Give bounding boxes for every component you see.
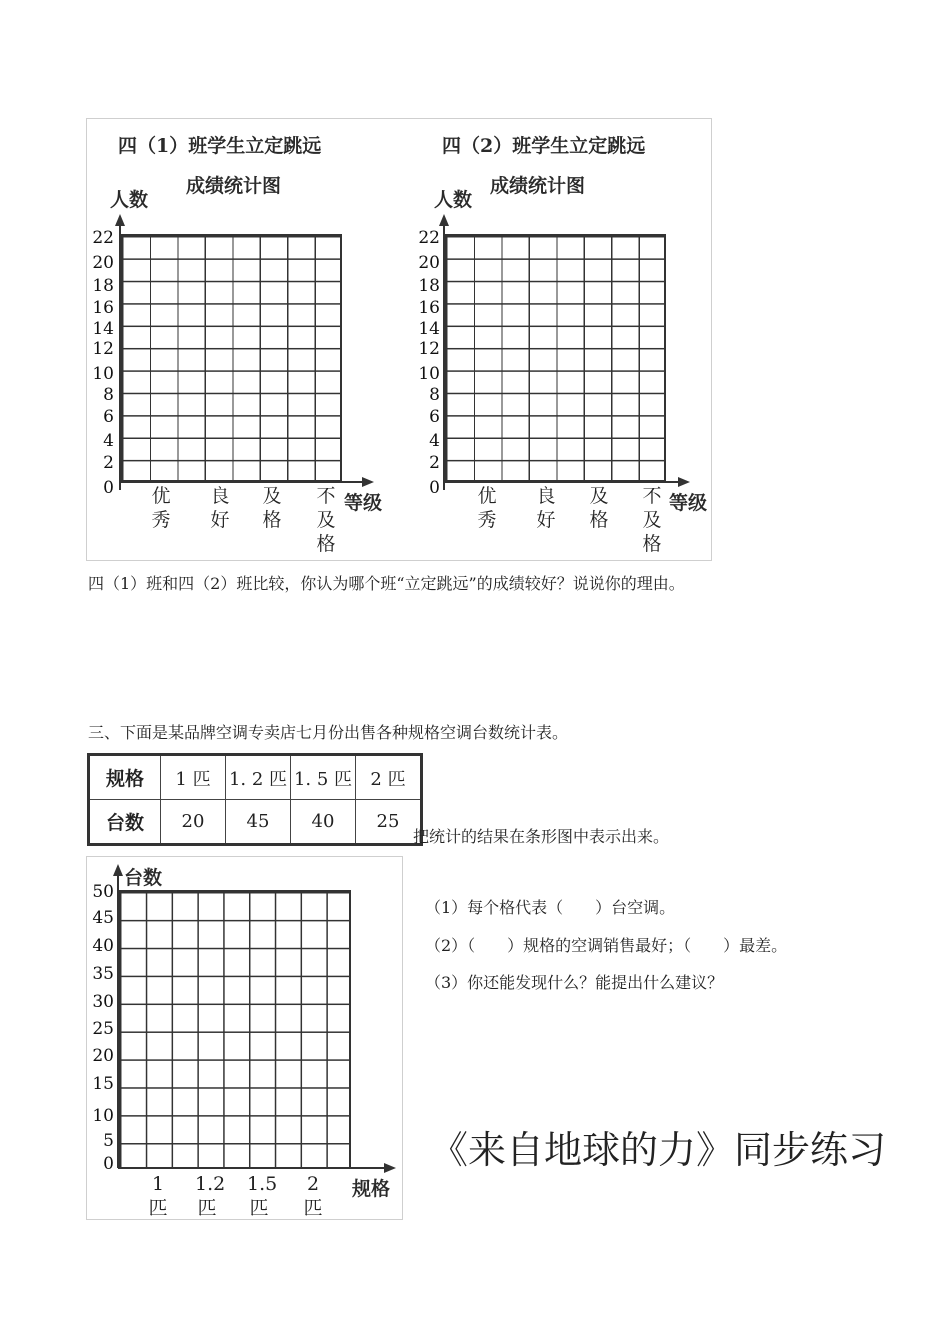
cat-char: 不 bbox=[316, 485, 336, 507]
ac-ytick: 50 bbox=[92, 882, 114, 902]
table-row bbox=[89, 755, 422, 800]
footer-title: 《来自地球的力》同步练习 bbox=[430, 1128, 887, 1172]
cat-top: 2 bbox=[306, 1173, 320, 1195]
ac-ytick: 15 bbox=[92, 1074, 114, 1094]
chart2-ytick: 0 bbox=[429, 478, 440, 498]
cat-bottom: 匹 bbox=[303, 1197, 323, 1219]
chart1-y-axis-label: 人数 bbox=[110, 189, 149, 211]
chart1-ytick: 6 bbox=[103, 407, 114, 427]
chart1-ytick: 20 bbox=[92, 253, 114, 273]
cat-char: 良 bbox=[210, 485, 230, 507]
cat-char: 优 bbox=[151, 485, 171, 507]
ac-sales-table bbox=[87, 753, 423, 846]
chart2-grid bbox=[444, 234, 666, 482]
chart2-y-axis-label: 人数 bbox=[434, 189, 473, 211]
chart2-ytick: 10 bbox=[418, 364, 440, 384]
table-row bbox=[89, 800, 422, 845]
table-cell: 1. 2 匹 bbox=[226, 755, 291, 800]
chart2-title-line1: 四（2）班学生立定跳远 bbox=[442, 135, 646, 157]
ac-category-2 bbox=[301, 1172, 325, 1220]
ac-ytick: 10 bbox=[92, 1106, 114, 1126]
table-header-cell: 规格 bbox=[89, 755, 161, 800]
chart2-ytick: 18 bbox=[418, 276, 440, 296]
table-instruction: 把统计的结果在条形图中表示出来。 bbox=[413, 827, 670, 846]
cat-char: 及 bbox=[589, 485, 609, 507]
chart1-ytick: 8 bbox=[103, 385, 114, 405]
chart2-title-line2: 成绩统计图 bbox=[490, 175, 586, 197]
chart2-category-fail bbox=[640, 484, 664, 556]
ac-ytick: 25 bbox=[92, 1019, 114, 1039]
ac-ytick: 35 bbox=[92, 964, 114, 984]
ac-ytick: 0 bbox=[103, 1154, 114, 1174]
table-cell: 1. 5 匹 bbox=[291, 755, 356, 800]
cat-char: 优 bbox=[477, 485, 497, 507]
chart1-x-axis-label: 等级 bbox=[344, 492, 383, 514]
cat-char: 秀 bbox=[151, 509, 171, 531]
cat-top: 1 bbox=[151, 1173, 165, 1195]
cat-char: 格 bbox=[262, 509, 282, 531]
chart1-category-excellent bbox=[149, 484, 173, 532]
cat-bottom: 匹 bbox=[249, 1197, 269, 1219]
ac-category-1-5 bbox=[247, 1172, 278, 1220]
chart2-category-good bbox=[534, 484, 558, 532]
cat-char: 秀 bbox=[477, 509, 497, 531]
ac-category-1-2 bbox=[195, 1172, 226, 1220]
ac-chart-grid bbox=[118, 890, 351, 1169]
cat-char: 好 bbox=[536, 509, 556, 531]
ac-ytick: 5 bbox=[103, 1131, 114, 1151]
chart1-title-line1: 四（1）班学生立定跳远 bbox=[118, 135, 322, 157]
chart2-ytick: 14 bbox=[418, 319, 440, 339]
cat-char: 格 bbox=[589, 509, 609, 531]
chart1-category-good bbox=[208, 484, 232, 532]
cat-char: 格 bbox=[316, 533, 336, 555]
table-cell: 40 bbox=[291, 800, 356, 845]
table-cell: 1 匹 bbox=[161, 755, 226, 800]
table-cell: 25 bbox=[356, 800, 422, 845]
chart2-ytick: 2 bbox=[429, 453, 440, 473]
chart1-title-line2: 成绩统计图 bbox=[186, 175, 282, 197]
cat-bottom: 匹 bbox=[197, 1197, 217, 1219]
chart1-ytick: 10 bbox=[92, 364, 114, 384]
cat-char: 良 bbox=[536, 485, 556, 507]
chart1-ytick: 22 bbox=[92, 228, 114, 248]
ac-ytick: 40 bbox=[92, 936, 114, 956]
chart1-category-pass bbox=[260, 484, 284, 532]
cat-char: 及 bbox=[262, 485, 282, 507]
chart2-ytick: 12 bbox=[418, 339, 440, 359]
question-1: （1）每个格代表（ ）台空调。 bbox=[425, 898, 676, 917]
chart2-ytick: 4 bbox=[429, 431, 440, 451]
chart1-ytick: 16 bbox=[92, 298, 114, 318]
chart2-ytick: 16 bbox=[418, 298, 440, 318]
table-cell: 20 bbox=[161, 800, 226, 845]
chart1-ytick: 2 bbox=[103, 453, 114, 473]
table-cell: 2 匹 bbox=[356, 755, 422, 800]
chart1-ytick: 12 bbox=[92, 339, 114, 359]
table-cell: 45 bbox=[226, 800, 291, 845]
chart2-x-axis-label: 等级 bbox=[669, 492, 708, 514]
cat-char: 不 bbox=[642, 485, 662, 507]
cat-top: 1.5 bbox=[247, 1173, 278, 1195]
chart1-category-fail bbox=[314, 484, 338, 556]
chart2-ytick: 6 bbox=[429, 407, 440, 427]
cat-char: 及 bbox=[316, 509, 336, 531]
chart1-ytick: 18 bbox=[92, 276, 114, 296]
cat-top: 1.2 bbox=[195, 1173, 226, 1195]
ac-y-axis-label: 台数 bbox=[124, 867, 163, 889]
chart1-ytick: 0 bbox=[103, 478, 114, 498]
chart2-category-pass bbox=[587, 484, 611, 532]
section3-heading: 三、下面是某品牌空调专卖店七月份出售各种规格空调台数统计表。 bbox=[88, 723, 569, 742]
chart2-ytick: 22 bbox=[418, 228, 440, 248]
ac-ytick: 20 bbox=[92, 1046, 114, 1066]
cat-char: 好 bbox=[210, 509, 230, 531]
ac-category-1 bbox=[146, 1172, 170, 1220]
cat-char: 格 bbox=[642, 533, 662, 555]
chart2-ytick: 8 bbox=[429, 385, 440, 405]
ac-ytick: 30 bbox=[92, 992, 114, 1012]
ac-x-axis-label: 规格 bbox=[352, 1178, 391, 1200]
chart1-ytick: 14 bbox=[92, 319, 114, 339]
question-3: （3）你还能发现什么？能提出什么建议？ bbox=[425, 973, 724, 992]
chart2-category-excellent bbox=[475, 484, 499, 532]
chart1-ytick: 4 bbox=[103, 431, 114, 451]
chart1-grid bbox=[120, 234, 342, 482]
ac-ytick: 45 bbox=[92, 908, 114, 928]
question-2: （2）（ ）规格的空调销售最好；（ ）最差。 bbox=[425, 936, 788, 955]
compare-question: 四（1）班和四（2）班比较，你认为哪个班“立定跳远”的成绩较好？说说你的理由。 bbox=[88, 574, 685, 593]
chart2-ytick: 20 bbox=[418, 253, 440, 273]
cat-char: 及 bbox=[642, 509, 662, 531]
cat-bottom: 匹 bbox=[148, 1197, 168, 1219]
table-header-cell: 台数 bbox=[89, 800, 161, 845]
